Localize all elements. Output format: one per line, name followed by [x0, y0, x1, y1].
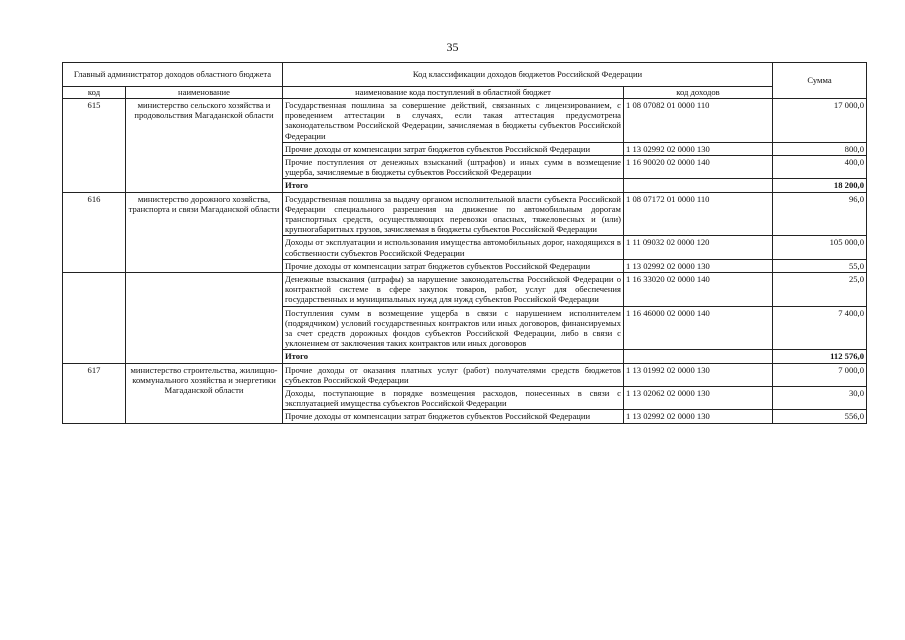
header-name: наименование — [126, 87, 283, 99]
table-row — [63, 99, 867, 143]
header-income-name: наименование кода поступлений в областной бюджет — [283, 87, 624, 99]
income-code: 1 16 90020 02 0000 140 — [624, 156, 773, 179]
income-sum: 17 000,0 — [773, 99, 867, 143]
table-row — [63, 273, 867, 307]
admin-code: 616 — [63, 192, 126, 272]
admin-name: министерство дорожного хозяйства, транспорта и связи Магаданской области — [126, 192, 283, 272]
income-code: 1 11 09032 02 0000 120 — [624, 236, 773, 259]
income-description: Денежные взыскания (штрафы) за нарушение законодательства Российской Федерации о контрактной системе в сфере закупок товаров, работ, услуг для обеспечения государственных и муниципальных нужд для нужд субъектов Российской Федерации — [283, 273, 624, 307]
income-sum: 25,0 — [773, 273, 867, 307]
page-number: 35 — [446, 40, 459, 54]
income-sum: 30,0 — [773, 387, 867, 410]
total-label: Итого — [283, 179, 624, 192]
income-description: Государственная пошлина за совершение действий, связанных с лицензированием, с проведением аттестации в случаях, если такая аттестация предусмотрена законодательством Российской Федерации, зачисляемая в бюджеты субъектов Российской Федерации — [283, 99, 624, 143]
income-sum: 105 000,0 — [773, 236, 867, 259]
income-code: 1 16 33020 02 0000 140 — [624, 273, 773, 307]
income-code: 1 08 07082 01 0000 110 — [624, 99, 773, 143]
income-sum: 7 400,0 — [773, 306, 867, 350]
header-classification: Код классификации доходов бюджетов Российской Федерации — [283, 63, 773, 87]
income-code: 1 13 02992 02 0000 130 — [624, 410, 773, 423]
admin-name: министерство сельского хозяйства и продовольствия Магаданской области — [126, 99, 283, 193]
income-code: 1 16 46000 02 0000 140 — [624, 306, 773, 350]
total-sum: 18 200,0 — [773, 179, 867, 192]
income-code: 1 13 02062 02 0000 130 — [624, 387, 773, 410]
income-description: Прочие доходы от компенсации затрат бюджетов субъектов Российской Федерации — [283, 142, 624, 155]
total-label: Итого — [283, 350, 624, 363]
income-description: Поступления сумм в возмещение ущерба в связи с нарушением исполнителем (подрядчиком) условий государственных контрактов или иных договоров, финансируемых за счет средств дорожных фондов субъектов Российской Федерации, либо в связи с уклонением от заключения таких контрактов или иных договоров — [283, 306, 624, 350]
income-code: 1 08 07172 01 0000 110 — [624, 192, 773, 236]
income-code: 1 13 02992 02 0000 130 — [624, 259, 773, 272]
income-sum: 96,0 — [773, 192, 867, 236]
income-code: 1 13 02992 02 0000 130 — [624, 142, 773, 155]
admin-code: 615 — [63, 99, 126, 193]
income-description: Прочие доходы от оказания платных услуг (работ) получателями средств бюджетов субъектов Российской Федерации — [283, 363, 624, 386]
income-description: Прочие поступления от денежных взысканий (штрафов) и иных сумм в возмещение ущерба, зачисляемые в бюджеты субъектов Российской Федерации — [283, 156, 624, 179]
admin-code: 617 — [63, 363, 126, 423]
income-description: Прочие доходы от компенсации затрат бюджетов субъектов Российской Федерации — [283, 410, 624, 423]
header-admin-group: Главный администратор доходов областного бюджета — [63, 63, 283, 87]
income-description: Государственная пошлина за выдачу органом исполнительной власти субъекта Российской Федерации специального разрешения на движение по автомобильным дорогам транспортных средств, осуществляющих перевозки опасных, тяжеловесных и (или) крупногабаритных грузов, зачисляемая в бюджеты субъектов Российской Федерации — [283, 192, 624, 236]
income-sum: 55,0 — [773, 259, 867, 272]
income-sum: 400,0 — [773, 156, 867, 179]
table-row — [63, 363, 867, 386]
income-sum: 7 000,0 — [773, 363, 867, 386]
income-sum: 800,0 — [773, 142, 867, 155]
admin-name: министерство строительства, жилищно-коммунального хозяйства и энергетики Магаданской области — [126, 363, 283, 423]
header-income-code: код доходов — [624, 87, 773, 99]
income-description: Прочие доходы от компенсации затрат бюджетов субъектов Российской Федерации — [283, 259, 624, 272]
income-description: Доходы от эксплуатации и использования имущества автомобильных дорог, находящихся в собственности субъектов Российской Федерации — [283, 236, 624, 259]
table-row — [63, 192, 867, 236]
income-description: Доходы, поступающие в порядке возмещения расходов, понесенных в связи с эксплуатацией имущества субъектов Российской Федерации — [283, 387, 624, 410]
income-code: 1 13 01992 02 0000 130 — [624, 363, 773, 386]
income-sum: 556,0 — [773, 410, 867, 423]
total-sum: 112 576,0 — [773, 350, 867, 363]
header-sum: Сумма — [773, 63, 867, 99]
income-table — [62, 62, 867, 424]
header-code: код — [63, 87, 126, 99]
